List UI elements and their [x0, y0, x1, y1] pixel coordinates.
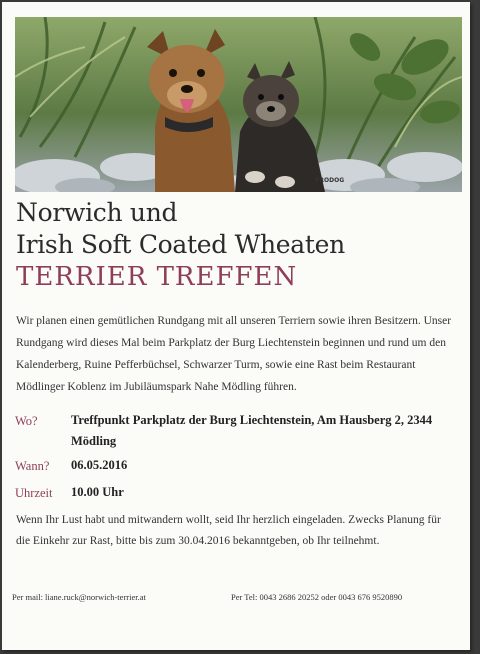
intro-paragraph: Wir planen einen gemütlichen Rundgang mit all unseren Terriern sowie ihren Besitzern. Unser Rundgang wird dieses Mal beim Parkplatz der Burg Liechtenstein beginnen und rund um den Kalenderberg, Ruine Pefferbüchsel, Schwarzer Turm, sowie eine Rast beim Restaurant Mödlinger Koblenz im Jubiläumspark Nahe Mödling führen.	[16, 315, 452, 393]
when-value: 06.05.2016	[71, 458, 128, 472]
heading-terrier-treffen: TERRIER TREFFEN	[16, 262, 298, 292]
heading-line-1: Norwich und	[16, 198, 178, 227]
time-value: 10.00 Uhr	[71, 485, 124, 499]
flyer-sheet	[2, 2, 470, 650]
when-label: Wann?	[15, 459, 50, 473]
photo-watermark: PRODOG	[315, 177, 345, 184]
where-value: Treffpunkt Parkplatz der Burg Liechtenstein, Am Hausberg 2, 2344 Mödling	[71, 413, 433, 448]
where-label: Wo?	[15, 414, 38, 428]
two-terrier-dogs-on-rocks-photo	[15, 17, 462, 192]
time-label: Uhrzeit	[15, 486, 53, 500]
footer-phone[interactable]: Per Tel: 0043 2686 20252 oder 0043 676 9520890	[231, 592, 403, 602]
footer-mail[interactable]: Per mail: liane.ruck@norwich-terrier.at	[12, 592, 146, 602]
heading-line-2: Irish Soft Coated Wheaten	[16, 230, 345, 259]
closing-paragraph: Wenn Ihr Lust habt und mitwandern wollt, seid Ihr herzlich eingeladen. Zwecks Planung für die Einkehr zur Rast, bitte bis zum 30.04.2016 bekanntgeben, ob Ihr teilnehmt.	[16, 514, 441, 547]
